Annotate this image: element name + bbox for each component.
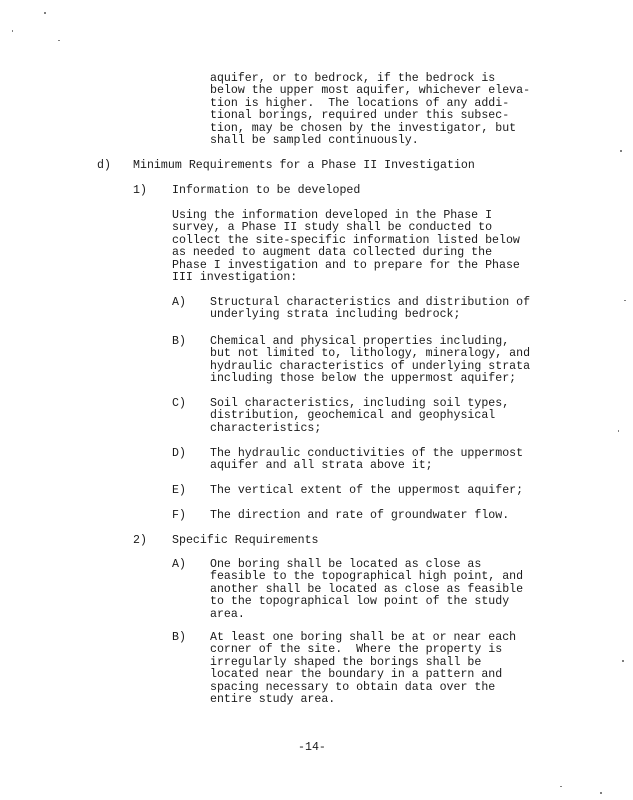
text-line: aquifer, or to bedrock, if the bedrock is — [210, 72, 496, 85]
list-item-marker: A) — [172, 296, 186, 309]
scan-speck — [622, 660, 624, 662]
sub1-heading: Information to be developed — [172, 184, 361, 197]
scan-speck — [560, 786, 562, 787]
list-item-text — [210, 398, 509, 435]
text-line: below the upper most aquifer, whichever eleva- — [210, 84, 531, 98]
sub1-intro-paragraph — [172, 210, 520, 284]
list-item-marker: D) — [172, 447, 186, 460]
text-line: spacing necessary to obtain data over the — [210, 680, 496, 694]
scan-speck — [600, 792, 602, 794]
text-line: distribution, geochemical and geophysical — [210, 409, 496, 423]
scan-speck — [620, 150, 622, 152]
text-line: At least one boring shall be at or near each — [210, 631, 517, 644]
text-line: tion, may be chosen by the investigator, but — [210, 121, 517, 135]
scan-speck — [58, 40, 60, 41]
text-line: The vertical extent of the uppermost aquifer; — [210, 484, 524, 497]
section-d-marker: d) — [97, 159, 111, 172]
list-item-marker: F) — [172, 509, 186, 522]
text-line: Phase I investigation and to prepare for the Phase — [172, 258, 520, 272]
text-line: underlying strata including bedrock; — [210, 308, 461, 322]
text-line: to the topographical low point of the study — [210, 595, 510, 609]
list-item-text — [210, 632, 516, 706]
text-line: irregularly shaped the borings shall be — [210, 655, 482, 669]
list-item-marker: B) — [172, 335, 186, 348]
text-line: feasible to the topographical high point, and — [210, 570, 524, 584]
scan-speck — [618, 430, 619, 432]
scan-speck — [44, 12, 46, 14]
text-line: aquifer and all strata above it; — [210, 459, 433, 473]
text-line: but not limited to, lithology, mineralogy, and — [210, 347, 531, 361]
list-item-marker: C) — [172, 397, 186, 410]
section-d-heading: Minimum Requirements for a Phase II Investigation — [133, 159, 475, 172]
list-item-marker: A) — [172, 558, 186, 571]
text-line: The hydraulic conductivities of the uppermost — [210, 447, 524, 460]
text-line: another shall be located as close as feasible — [210, 582, 524, 596]
list-item-text — [210, 485, 523, 497]
scan-speck — [624, 300, 626, 301]
text-line: One boring shall be located as close as — [210, 558, 482, 571]
text-line: hydraulic characteristics of underlying strata — [210, 359, 531, 373]
text-line: area. — [210, 607, 245, 621]
text-line: corner of the site. Where the property is — [210, 643, 503, 657]
continuation-paragraph — [210, 73, 530, 147]
scan-speck — [12, 30, 13, 32]
text-line: The direction and rate of groundwater flow. — [210, 509, 510, 522]
text-line: characteristics; — [210, 421, 322, 435]
text-line: Soil characteristics, including soil types, — [210, 397, 510, 410]
text-line: collect the site-specific information listed below — [172, 233, 520, 247]
list-item-marker: E) — [172, 484, 186, 497]
text-line: located near the boundary in a pattern and — [210, 668, 503, 682]
text-line: Chemical and physical properties including, — [210, 335, 510, 348]
text-line: tion is higher. The locations of any addi- — [210, 96, 510, 110]
list-item-text — [210, 336, 530, 386]
text-line: shall be sampled continuously. — [210, 134, 419, 148]
list-item-text — [210, 559, 523, 621]
sub2-marker: 2) — [133, 534, 147, 547]
list-item-text — [210, 510, 509, 522]
text-line: including those below the uppermost aquifer; — [210, 372, 517, 386]
text-line: entire study area. — [210, 693, 336, 707]
list-item-text — [210, 297, 530, 322]
sub2-heading: Specific Requirements — [172, 534, 319, 547]
list-item-text — [210, 448, 523, 473]
text-line: Structural characteristics and distribution of — [210, 296, 531, 309]
text-line: survey, a Phase II study shall be conducted to — [172, 221, 493, 235]
text-line: as needed to augment data collected during the — [172, 246, 493, 260]
list-item-marker: B) — [172, 631, 186, 644]
text-line: Using the information developed in the Phase I — [172, 209, 493, 222]
text-line: tional borings, required under this subsec- — [210, 109, 510, 123]
sub1-marker: 1) — [133, 184, 147, 197]
page-number: -14- — [298, 741, 326, 754]
text-line: III investigation: — [172, 271, 298, 285]
